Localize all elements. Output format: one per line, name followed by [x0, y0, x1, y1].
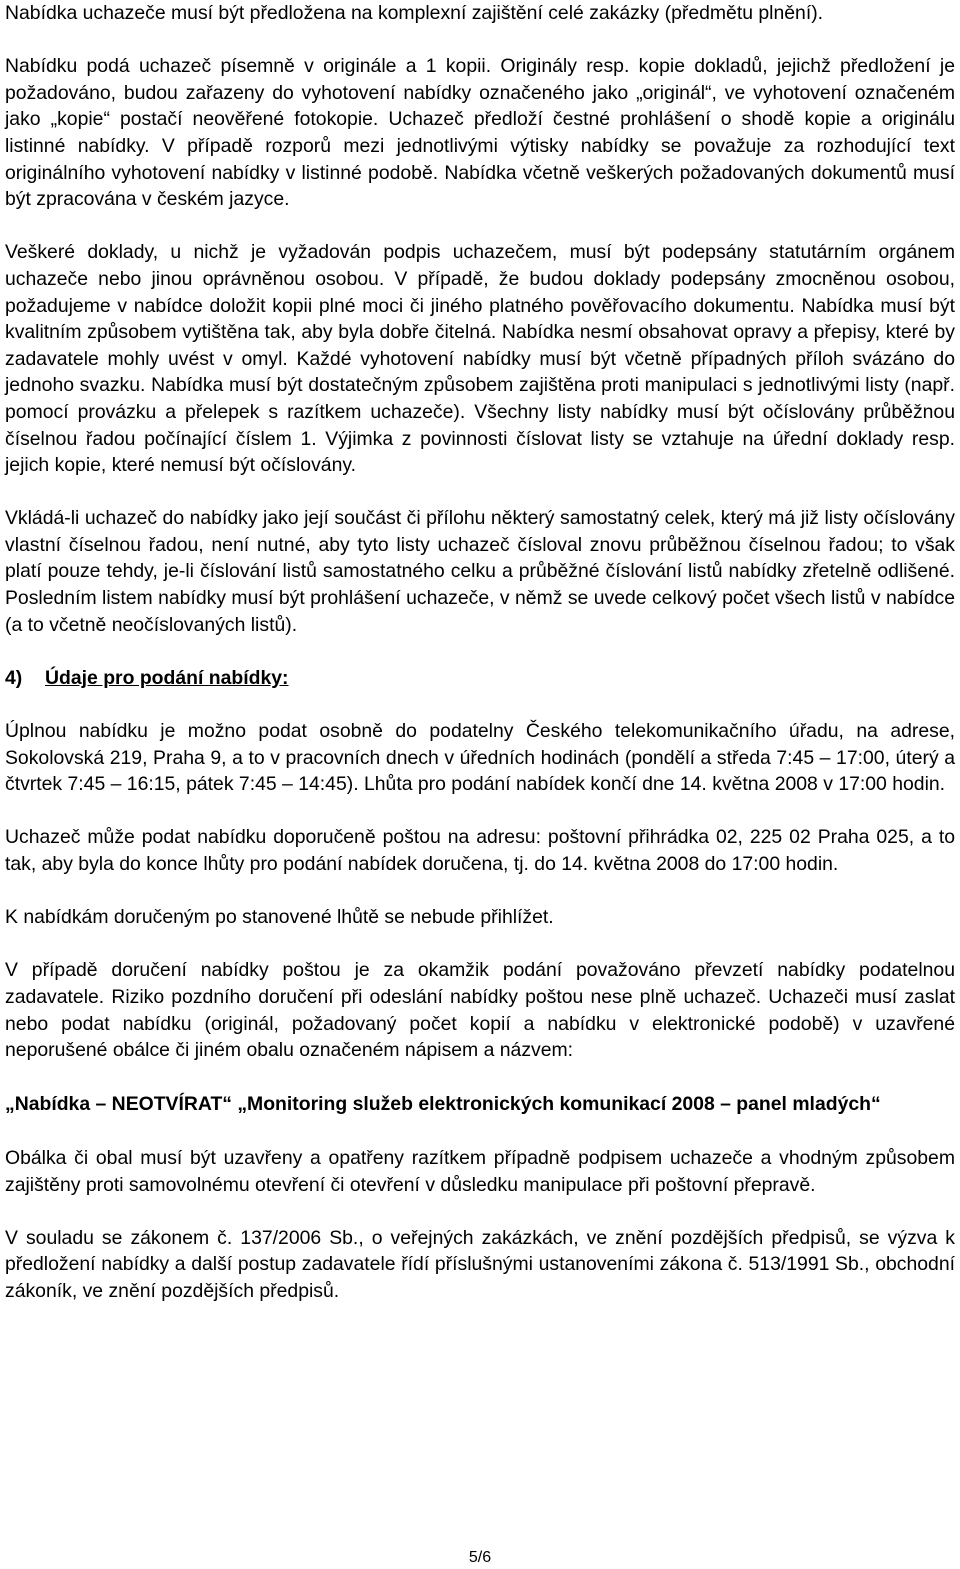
- paragraph-10: Obálka či obal musí být uzavřeny a opatřeny razítkem případně podpisem uchazeče a vhodným způsobem zajištěny proti samovolnému otevření či otevření v důsledku manipulace při poštovní přepravě.: [5, 1146, 955, 1196]
- paragraph-7: K nabídkám doručeným po stanovené lhůtě se nebude přihlížet.: [5, 906, 554, 929]
- section-heading: [5, 665, 955, 692]
- paragraph-5: Úplnou nabídku je možno podat osobně do podatelny Českého telekomunikačního úřadu, na adrese, Sokolovská 219, Praha 9, a to v pracovních dnech v úředních hodinách (pondělí a středa 7:45 – 17:00, úterý a čtvrtek 7:45 – 16:15, pátek 7:45 – 14:45). Lhůta pro podání nabídek končí dne 14. května 2008 v 17:00 hodin.: [5, 720, 955, 796]
- paragraph-8: V případě doručení nabídky poštou je za okamžik podání považováno převzetí nabídky podatelnou zadavatele. Riziko pozdního doručení při odeslání nabídky poštou nese plně uchazeč. Uchazeči musí zaslat nebo podat nabídku (originál, požadovaný počet kopií a nabídku v elektronické podobě) v uzavřené neporušené obálce či jiném obalu označeném nápisem a názvem:: [5, 959, 955, 1062]
- paragraph-1: Nabídka uchazeče musí být předložena na komplexní zajištění celé zakázky (předmětu plnění).: [5, 2, 824, 24]
- section-number: 4): [5, 666, 23, 689]
- document-page: [5, 0, 955, 1305]
- paragraph-11: V souladu se zákonem č. 137/2006 Sb., o veřejných zakázkách, ve znění pozdějších předpisů, se výzva k předložení nabídky a další postup zadavatele řídí příslušnými ustanoveními zákona č. 513/1991 Sb., obchodní zákoník, ve znění pozdějších předpisů.: [5, 1226, 955, 1302]
- section-title: Údaje pro podání nabídky:: [45, 666, 289, 689]
- page-number: 5/6: [468, 1549, 492, 1566]
- paragraph-2: Nabídku podá uchazeč písemně v originále a 1 kopii. Originály resp. kopie dokladů, jejichž předložení je požadováno, budou zařazeny do vyhotovení nabídky označeného jako „originál“, ve vyhotovení označeném jako „kopie“ postačí neověřené fotokopie. Uchazeč předloží čestné prohlášení o shodě kopie a originálu listinné nabídky. V případě rozporů mezi jednotlivými výtisky nabídky se považuje za rozhodující text originálního vyhotovení nabídky v listinné podobě. Nabídka včetně veškerých požadovaných dokumentů musí být zpracována v českém jazyce.: [5, 55, 955, 211]
- envelope-label: „Nabídka – NEOTVÍRAT“ „Monitoring služeb elektronických komunikací 2008 – panel mladých“: [5, 1093, 881, 1116]
- paragraph-4: Vkládá-li uchazeč do nabídky jako její součást či přílohu některý samostatný celek, který má již listy očíslovány vlastní číselnou řadou, není nutné, aby tyto listy uchazeč čísloval znovu průběžnou číselnou řadou; to však platí pouze tehdy, je-li číslování listů samostatného celku a průběžné číslování listů nabídky zřetelně odlišené. Posledním listem nabídky musí být prohlášení uchazeče, v němž se uvede celkový počet všech listů v nabídce (a to včetně neočíslovaných listů).: [5, 507, 955, 636]
- paragraph-3: Veškeré doklady, u nichž je vyžadován podpis uchazečem, musí být podepsány statutárním orgánem uchazeče nebo jinou oprávněnou osobou. V případě, že budou doklady podepsány zmocněnou osobou, požadujeme v nabídce doložit kopii plné moci či jiného platného pověřovacího dokumentu. Nabídka musí být kvalitním způsobem vytištěna tak, aby byla dobře čitelná. Nabídka nesmí obsahovat opravy a přepisy, které by zadavatele mohly uvést v omyl. Každé vyhotovení nabídky musí být včetně případných příloh svázáno do jednoho svazku. Nabídka musí být dostatečným způsobem zajištěna proti manipulaci s jednotlivými listy (např. pomocí provázku a přelepek s razítkem uchazeče). Všechny listy nabídky musí být očíslovány průběžnou číselnou řadou počínající číslem 1. Výjimka z povinnosti číslovat listy se vztahuje na úřední doklady resp. jejich kopie, které nemusí být očíslovány.: [5, 241, 955, 477]
- paragraph-6: Uchazeč může podat nabídku doporučeně poštou na adresu: poštovní přihrádka 02, 225 02 Praha 025, a to tak, aby byla do konce lhůty pro podání nabídek doručena, tj. do 14. května 2008 do 17:00 hodin.: [5, 826, 955, 875]
